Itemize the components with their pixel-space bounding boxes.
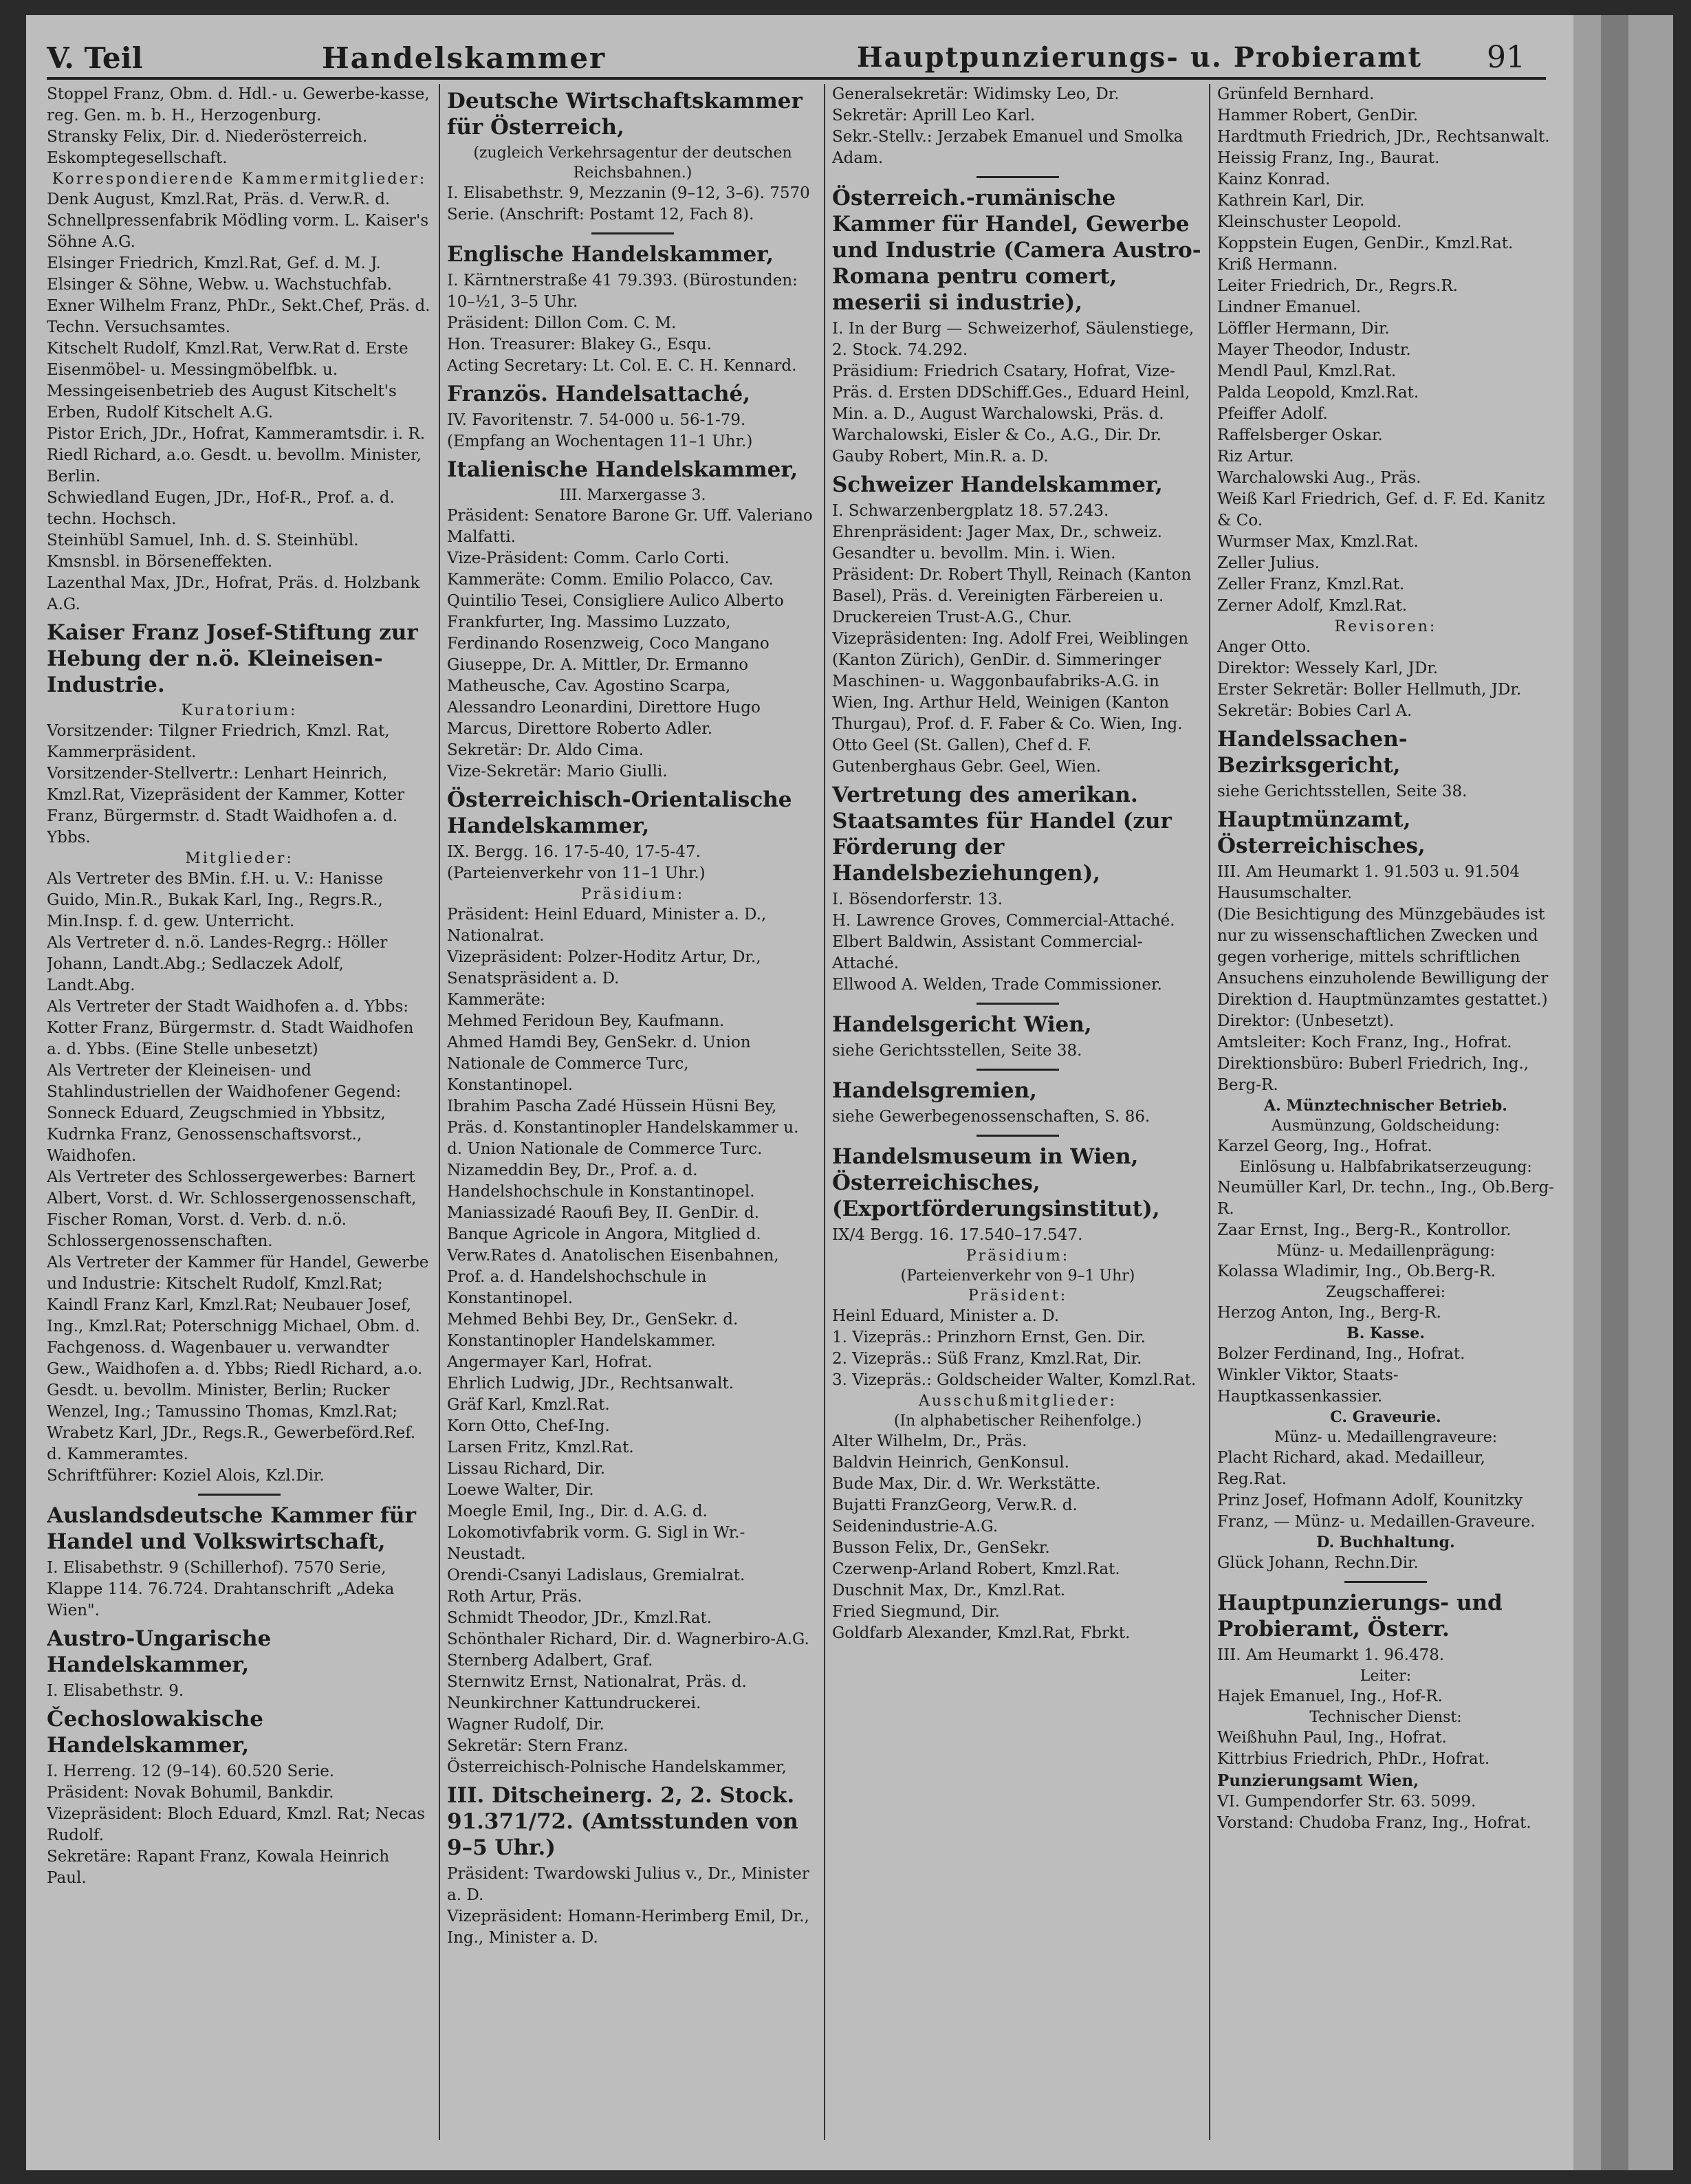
entry: Präsidium: Friedrich Csatary, Hofrat, Vize-Präs. d. Ersten DDSchiff.Ges., Eduard Heinl, Min. a. D., August Warchalowski, Präs. d. Warchalowski, Eisler & Co., A.G., Dir. Dr. Gauby Robert, Min.R. a. D. — [832, 362, 1190, 466]
entry: Baldvin Heinrich, GenKonsul. — [832, 1454, 1069, 1472]
entry: Grünfeld Bernhard. — [1217, 85, 1375, 103]
entry: Gräf Karl, Kmzl.Rat. — [447, 1396, 610, 1414]
entry: Goldfarb Alexander, Kmzl.Rat, Fbrkt. — [832, 1624, 1131, 1642]
entry: Orendi-Csanyi Ladislaus, Gremialrat. — [447, 1566, 745, 1584]
entry: Warchalowski Aug., Präs. — [1217, 469, 1421, 487]
section-heading: Handelssachen-Bezirksgericht, — [1217, 727, 1408, 778]
page-number: 91 — [1487, 40, 1525, 75]
entry: Vorsitzender: Tilgner Friedrich, Kmzl. Rat, Kammerpräsident. — [47, 722, 390, 761]
running-title-right: Hauptpunzierungs- u. Probieramt — [856, 41, 1422, 74]
entry: Prinz Josef, Hofmann Adolf, Kounitzky Franz, — Münz- u. Medaillen-Graveure. — [1217, 1492, 1536, 1531]
entry: Leiter Friedrich, Dr., Regrs.R. — [1217, 277, 1458, 295]
section-heading: Austro-Ungarische Handelskammer, — [47, 1626, 272, 1677]
section-heading: Französ. Handelsattaché, — [447, 382, 751, 406]
entry: Präsident: Senatore Barone Gr. Uff. Valeriano Malfatti. — [447, 507, 813, 546]
entry: Loewe Walter, Dir. — [447, 1481, 594, 1499]
entry: 1. Vizepräs.: Prinzhorn Ernst, Gen. Dir. — [832, 1329, 1146, 1346]
entry: I. Kärntnerstraße 41 79.393. (Bürostunden: 10–½1, 3–5 Uhr. — [447, 272, 798, 311]
entry: Larsen Fritz, Kmzl.Rat. — [447, 1439, 634, 1456]
entry: Kittrbius Friedrich, PhDr., Hofrat. — [1217, 1750, 1490, 1768]
entry: IX. Bergg. 16. 17-5-40, 17-5-47. (Parteienverkehr von 11–1 Uhr.) — [447, 843, 706, 882]
entry: Roth Artur, Präs. — [447, 1588, 582, 1606]
entry: Riz Artur. — [1217, 448, 1294, 466]
entry: Löffler Hermann, Dir. — [1217, 320, 1390, 338]
entry: Anger Otto. — [1217, 638, 1311, 656]
running-title-left: Handelskammer — [322, 41, 607, 75]
book-binding-edge — [1573, 15, 1673, 2170]
entry: Neumüller Karl, Dr. techn., Ing., Ob.Berg-R. — [1217, 1179, 1554, 1218]
entry: IX/4 Bergg. 16. 17.540–17.547. — [832, 1226, 1083, 1244]
binding-band — [1601, 15, 1628, 2170]
entry: Karzel Georg, Ing., Hofrat. — [1217, 1137, 1432, 1155]
entry: Pistor Erich, JDr., Hofrat, Kammeramtsdir. i. R. — [47, 425, 426, 443]
entry: Zerner Adolf, Kmzl.Rat. — [1217, 597, 1408, 615]
entry: Vorsitzender-Stellvertr.: Lenhart Heinrich, Kmzl.Rat, Vizepräsident der Kammer, Kotter Franz, Bürgermstr. d. Stadt Waidhofen a. d. Ybbs. — [47, 765, 405, 847]
entry: Als Vertreter der Kammer für Handel, Gewerbe und Industrie: Kitschelt Rudolf, Kmzl.Rat; Kaindl Franz Karl, Kmzl.Rat; Neubauer Josef, Ing., Kmzl.Rat; Poterschnigg Michael, Obm. d. Fachgenoss. d. Wagenbauer u. verwandter Gew., Waidhofen a. d. Ybbs; Riedl Richard, a.o. Gesdt. u. bevollm. Minister, Berlin; Rucker Wenzel, Ing.; Tamussino Thomas, Kmzl.Rat; Wrabetz Karl, JDr., Regs.R., Gewerbeförd.Ref. d. Kammeramtes. — [47, 1254, 429, 1463]
entry: Elsinger Friedrich, Kmzl.Rat, Gef. d. M. J. Elsinger & Söhne, Webw. u. Wachstuchfab. — [47, 254, 392, 294]
entry: Herzog Anton, Ing., Berg-R. — [1217, 1304, 1441, 1322]
column-4 — [1217, 84, 1554, 2140]
entry: Elbert Baldwin, Assistant Commercial-Attaché. — [832, 933, 1143, 972]
entry: Kriß Hermann. — [1217, 256, 1338, 274]
entry: Ibrahim Pascha Zadé Hüssein Hüsni Bey, Präs. d. Konstantinopler Handelskammer u. d. Union Nationale de Commerce Turc. — [447, 1098, 799, 1158]
entry: (Parteienverkehr von 9–1 Uhr) — [900, 1267, 1135, 1285]
entry: siehe Gerichtsstellen, Seite 38. — [1217, 783, 1468, 800]
section-heading: Auslandsdeutsche Kammer für Handel und Volkswirtschaft, — [47, 1503, 416, 1554]
entry: Bude Max, Dir. d. Wr. Werkstätte. — [832, 1475, 1101, 1493]
page-header — [47, 29, 1546, 80]
entry: Als Vertreter der Stadt Waidhofen a. d. Ybbs: Kotter Franz, Bürgermstr. d. Stadt Waidhofen a. d. Ybbs. (Eine Stelle unbesetzt) — [47, 998, 414, 1058]
section-heading: Punzierungsamt Wien, — [1217, 1771, 1419, 1790]
entry: Koppstein Eugen, GenDir., Kmzl.Rat. — [1217, 234, 1514, 252]
entry: Bujatti FranzGeorg, Verw.R. d. Seidenindustrie-A.G. — [832, 1496, 1078, 1536]
entry: Als Vertreter der Kleineisen- und Stahlindustriellen der Waidhofener Gegend: Sonneck Eduard, Zeugschmied in Ybbsitz, Kudrnka Franz, Genossenschaftsvorst., Waidhofen. — [47, 1062, 402, 1165]
entry: Hardtmuth Friedrich, JDr., Rechtsanwalt. — [1217, 128, 1550, 146]
column-rule — [439, 84, 440, 2140]
subheading: Korrespondierende Kammermitglieder: — [52, 171, 427, 188]
entry: Münz- u. Medaillenprägung: — [1276, 1243, 1495, 1260]
entry: Als Vertreter des BMin. f.H. u. V.: Hanisse Guido, Min.R., Bukak Karl, Ing., Regrs.R., Min.Insp. f. d. gew. Unterricht. — [47, 870, 384, 930]
column-1 — [47, 84, 432, 2140]
entry: Winkler Viktor, Staats-Hauptkassenkassier. — [1217, 1366, 1399, 1406]
entry: Ausmünzung, Goldscheidung: — [1271, 1117, 1501, 1135]
section-heading: Handelsgremien, — [832, 1078, 1037, 1103]
section-heading: Handelsmuseum in Wien, Österreichisches, (Exportförderungsinstitut), — [832, 1144, 1160, 1221]
column-2 — [447, 84, 818, 2140]
entry: Korn Otto, Chef-Ing. — [447, 1417, 610, 1435]
entry: Sekretär: Aprill Leo Karl. — [832, 107, 1036, 124]
entry: Bolzer Ferdinand, Ing., Hofrat. — [1217, 1345, 1465, 1363]
section-heading: Vertretung des amerikan. Staatsamtes für Handel (zur Förderung der Handelsbeziehungen), — [832, 783, 1172, 886]
entry: Sekretäre: Rapant Franz, Kowala Heinrich Paul. — [47, 1848, 390, 1887]
entry: Präsident: Dr. Robert Thyll, Reinach (Kanton Basel), Präs. d. Vereinigten Färbereien u. Druckereien Trust-A.G., Chur. — [832, 566, 1192, 626]
entry: siehe Gewerbegenossenschaften, S. 86. — [832, 1108, 1150, 1126]
entry: Technischer Dienst: — [1309, 1709, 1462, 1726]
entry: Sekr.-Stellv.: Jerzabek Emanuel und Smolka Adam. — [832, 128, 1183, 167]
entry: Exner Wilhelm Franz, PhDr., Sekt.Chef, Präs. d. Techn. Versuchsamtes. — [47, 297, 430, 336]
entry: H. Lawrence Groves, Commercial-Attaché. — [832, 912, 1175, 930]
subheading: Ausschußmitglieder: — [919, 1393, 1117, 1410]
entry: Zeller Franz, Kmzl.Rat. — [1217, 576, 1405, 593]
entry: Als Vertreter des Schlossergewerbes: Barnert Albert, Vorst. d. Wr. Schlossergenossenschaft, Fischer Roman, Vorst. d. Verb. d. n.ö. Schlossergenossenschaften. — [47, 1168, 417, 1250]
entry: (Die Besichtigung des Münzgebäudes ist nur zu wissenschaftlichen Zwecken und gegen vorherige, mittels schriftlichen Ansuchens einzuholende Bewilligung der Direktion d. Hauptmünzamtes gestattet.) — [1217, 906, 1549, 1009]
entry: Schmidt Theodor, JDr., Kmzl.Rat. — [447, 1609, 712, 1627]
entry: Präsident: Dillon Com. C. M. — [447, 314, 677, 332]
entry: Vizepräsident: Bloch Eduard, Kmzl. Rat; Necas Rudolf. — [47, 1805, 425, 1844]
entry: Palda Leopold, Kmzl.Rat. — [1217, 384, 1419, 402]
entry: Lazenthal Max, JDr., Hofrat, Präs. d. Holzbank A.G. — [47, 574, 420, 613]
divider — [198, 1494, 281, 1496]
entry: Sekretär: Bobies Carl A. — [1217, 702, 1412, 720]
section-heading: Handelsgericht Wien, — [832, 1012, 1092, 1037]
column-rule — [1209, 84, 1210, 2140]
entry: Zaar Ernst, Ing., Berg-R., Kontrollor. — [1217, 1221, 1512, 1239]
entry: Präsident: Twardowski Julius v., Dr., Minister a. D. — [447, 1865, 809, 1904]
entry: 3. Vizepräs.: Goldscheider Walter, Komzl.Rat. — [832, 1371, 1197, 1389]
entry: VI. Gumpendorfer Str. 63. 5099. — [1217, 1793, 1476, 1811]
entry: Ellwood A. Welden, Trade Commissioner. — [832, 976, 1162, 994]
subheading: Präsident: — [968, 1287, 1068, 1304]
entry: Fried Siegmund, Dir. — [832, 1603, 1000, 1621]
entry: Riedl Richard, a.o. Gesdt. u. bevollm. Minister, Berlin. — [47, 446, 422, 485]
entry: Lissau Richard, Dir. — [447, 1460, 606, 1478]
entry: Stoppel Franz, Obm. d. Hdl.- u. Gewerbe-kasse, reg. Gen. m. b. H., Herzogenburg. — [47, 85, 430, 124]
entry: Einlösung u. Halbfabrikatserzeugung: — [1239, 1159, 1532, 1176]
entry: Raffelsberger Oskar. — [1217, 426, 1383, 444]
entry: I. Elisabethstr. 9 (Schillerhof). 7570 Serie, Klappe 114. 76.724. Drahtanschrift „Adeka Wien". — [47, 1559, 395, 1619]
entry: Sternberg Adalbert, Graf. — [447, 1652, 653, 1670]
entry: Hon. Treasurer: Blakey G., Esqu. — [447, 336, 712, 353]
entry: I. Schwarzenbergplatz 18. 57.243. — [832, 502, 1109, 520]
entry: Ehrenpräsident: Jager Max, Dr., schweiz. Gesandter u. bevollm. Min. i. Wien. — [832, 523, 1162, 563]
entry: Direktor: (Unbesetzt). — [1217, 1012, 1395, 1030]
column-3 — [832, 84, 1203, 2140]
part-label: V. Teil — [47, 41, 143, 75]
entry: Vorstand: Chudoba Franz, Ing., Hofrat. — [1217, 1814, 1531, 1832]
entry: Mayer Theodor, Industr. — [1217, 341, 1411, 359]
section-heading: Italienische Handelskammer, — [447, 457, 798, 482]
entry: Nizameddin Bey, Dr., Prof. a. d. Handelshochschule in Konstantinopel. — [447, 1161, 755, 1201]
entry: 2. Vizepräs.: Süß Franz, Kmzl.Rat, Dir. — [832, 1350, 1142, 1368]
entry: Glück Johann, Rechn.Dir. — [1217, 1554, 1419, 1572]
section-heading: Österreich.-rumänische Kammer für Handel, Gewerbe und Industrie (Camera Austro-Romana pentru comert, meserii si industrie), — [832, 186, 1201, 315]
entry: Zeugschafferei: — [1325, 1284, 1446, 1301]
entry: Präsident: Heinl Eduard, Minister a. D., Nationalrat. — [447, 906, 767, 945]
entry: Vizepräsidenten: Ing. Adolf Frei, Weiblingen (Kanton Zürich), GenDir. d. Simmeringer Maschinen- u. Waggonbaufabriks-A.G. in Wien, Ing. Arthur Held, Weinigen (Kanton Thurgau), Prof. d. F. Faber & Co. Wien, Ing. Otto Geel (St. Gallen), Chef d. F. Gutenberghaus Gebr. Geel, Wien. — [832, 630, 1189, 776]
entry: Moegle Emil, Ing., Dir. d. A.G. d. Lokomotivfabrik vorm. G. Sigl in Wr.-Neustadt. — [447, 1503, 745, 1563]
entry: Schönthaler Richard, Dir. d. Wagnerbiro-A.G. — [447, 1630, 809, 1648]
entry: Österreichisch-Polnische Handelskammer, — [447, 1758, 787, 1776]
entry: Kleinschuster Leopold. — [1217, 213, 1402, 231]
entry: Vizepräsident: Polzer-Hoditz Artur, Dr., Senatspräsident a. D. — [447, 948, 761, 987]
divider — [977, 1069, 1059, 1071]
entry: (In alphabetischer Reihenfolge.) — [893, 1412, 1142, 1430]
entry: Mehmed Feridoun Bey, Kaufmann. — [447, 1012, 725, 1030]
entry: Weiß Karl Friedrich, Gef. d. F. Ed. Kanitz & Co. — [1217, 490, 1545, 529]
entry: III. Marxergasse 3. — [559, 487, 706, 504]
subheading: Präsidium: — [580, 886, 685, 903]
entry: I. Elisabethstr. 9, Mezzanin (9–12, 3–6). 7570 Serie. (Anschrift: Postamt 12, Fach 8). — [447, 184, 810, 223]
entry: Zeller Julius. — [1217, 554, 1320, 572]
subheading: Revisoren: — [1334, 618, 1437, 635]
entry: Hajek Emanuel, Ing., Hof-R. — [1217, 1688, 1443, 1705]
entry: Ehrlich Ludwig, JDr., Rechtsanwalt. — [447, 1375, 734, 1393]
entry: Placht Richard, akad. Medailleur, Reg.Rat. — [1217, 1449, 1485, 1488]
subheading: B. Kasse. — [1346, 1324, 1425, 1342]
divider — [977, 1135, 1059, 1137]
divider — [977, 176, 1059, 178]
entry: Vize-Sekretär: Mario Giulli. — [447, 763, 668, 780]
entry: Kammeräte: Comm. Emilio Polacco, Cav. Quintilio Tesei, Consigliere Aulico Alberto Frankfurter, Ing. Massimo Luzzato, Ferdinando Rosenzweig, Coco Mangano Giuseppe, Dr. A. Mittler, Dr. Ermanno Matheusche, Cav. Agostino Scarpa, Alessandro Leonardini, Direttore Hugo Marcus, Direttore Roberto Adler. — [447, 571, 784, 738]
section-heading: Kaiser Franz Josef-Stiftung zur Hebung der n.ö. Kleineisen-Industrie. — [47, 620, 418, 697]
entry: Kitschelt Rudolf, Kmzl.Rat, Verw.Rat d. Erste Eisenmöbel- u. Messingmöbelfbk. u. Messingeisenbetrieb des August Kitschelt's Erben, Rudolf Kitschelt A.G. — [47, 340, 408, 422]
entry: Sternwitz Ernst, Nationalrat, Präs. d. Neunkirchner Kattundruckerei. — [447, 1673, 747, 1712]
entry: Czerwenp-Arland Robert, Kmzl.Rat. — [832, 1560, 1120, 1578]
entry: Lindner Emanuel. — [1217, 298, 1362, 316]
entry: Busson Felix, Dr., GenSekr. — [832, 1539, 1050, 1557]
entry: Kolassa Wladimir, Ing., Ob.Berg-R. — [1217, 1263, 1496, 1280]
entry: Ahmed Hamdi Bey, GenSekr. d. Union Nationale de Commerce Turc, Konstantinopel. — [447, 1034, 751, 1094]
subheading: Mitglieder: — [185, 850, 294, 867]
entry: Wagner Rudolf, Dir. — [447, 1716, 604, 1734]
entry: Sekretär: Stern Franz. — [447, 1737, 629, 1755]
entry: III. Am Heumarkt 1. 91.503 u. 91.504 Hausumschalter. — [1217, 863, 1520, 902]
entry: Maniassizadé Raoufi Bey, II. GenDir. d. Banque Agricole in Angora, Mitglied d. Verw.Rates d. Anatolischen Eisenbahnen, Prof. a. d. Handelshochschule in Konstantinopel. — [447, 1204, 779, 1307]
section-heading: Österreichisch-Orientalische Handelskammer, — [447, 787, 792, 838]
entry: Schriftführer: Koziel Alois, Kzl.Dir. — [47, 1467, 325, 1485]
section-heading: Englische Handelskammer, — [447, 242, 774, 267]
entry: Stransky Felix, Dir. d. Niederösterreich. Eskomptegesellschaft. — [47, 128, 368, 167]
entry: Schwiedland Eugen, JDr., Hof-R., Prof. a. d. techn. Hochsch. — [47, 489, 395, 528]
entry: Erster Sekretär: Boller Hellmuth, JDr. — [1217, 681, 1522, 699]
section-heading: Hauptmünzamt, Österreichisches, — [1217, 807, 1426, 858]
entry: Wurmser Max, Kmzl.Rat. — [1217, 533, 1419, 551]
entry: Kathrein Karl, Dir. — [1217, 192, 1365, 210]
entry: IV. Favoritenstr. 7. 54-000 u. 56-1-79. (Empfang an Wochentagen 11–1 Uhr.) — [447, 411, 753, 450]
subheading: C. Graveurie. — [1330, 1408, 1441, 1426]
entry: Mendl Paul, Kmzl.Rat. — [1217, 362, 1397, 380]
entry: Generalsekretär: Widimsky Leo, Dr. — [832, 85, 1120, 103]
section-heading: Deutsche Wirtschaftskammer für Österreich, — [447, 89, 803, 140]
subheading: Kuratorium: — [181, 702, 298, 719]
section-heading: Schweizer Handelskammer, — [832, 472, 1163, 497]
entry: Mehmed Behbi Bey, Dr., GenSekr. d. Konstantinopler Handelskammer. — [447, 1311, 739, 1350]
entry: III. Am Heumarkt 1. 96.478. — [1217, 1646, 1445, 1664]
entry: Präsident: Novak Bohumil, Bankdir. — [47, 1784, 334, 1802]
entry: Leiter: — [1360, 1668, 1412, 1685]
entry: Acting Secretary: Lt. Col. E. C. H. Kennard. — [447, 357, 797, 375]
entry: siehe Gerichtsstellen, Seite 38. — [832, 1042, 1082, 1060]
column-rule — [824, 84, 825, 2140]
entry: I. In der Burg — Schweizerhof, Säulenstiege, 2. Stock. 74.292. — [832, 320, 1194, 359]
entry: Angermayer Karl, Hofrat. — [447, 1353, 653, 1371]
entry: Direktor: Wessely Karl, JDr. — [1217, 659, 1439, 677]
subheading: Präsidium: — [965, 1247, 1070, 1265]
divider — [1344, 1581, 1427, 1583]
subheading: A. Münztechnischer Betrieb. — [1264, 1097, 1507, 1115]
entry: Als Vertreter d. n.ö. Landes-Regrg.: Höller Johann, Landt.Abg.; Sedlaczek Adolf, Landt.Abg. — [47, 934, 388, 994]
divider — [591, 232, 674, 234]
subheading: D. Buchhaltung. — [1316, 1533, 1455, 1551]
section-heading: Hauptpunzierungs- und Probieramt, Österr. — [1217, 1591, 1503, 1641]
entry: I. Bösendorferstr. 13. — [832, 891, 1003, 908]
entry: Alter Wilhelm, Dr., Präs. — [832, 1432, 1027, 1450]
entry: Vize-Präsident: Comm. Carlo Corti. — [447, 549, 730, 567]
entry: Kammeräte: — [447, 991, 546, 1009]
entry: Vizepräsident: Homann-Herimberg Emil, Dr., Ing., Minister a. D. — [447, 1908, 809, 1947]
entry: Pfeiffer Adolf. — [1217, 405, 1328, 423]
entry: Sekretär: Dr. Aldo Cima. — [447, 741, 644, 759]
section-heading: III. Ditscheinerg. 2, 2. Stock. 91.371/72. (Amtsstunden von 9–5 Uhr.) — [447, 1783, 798, 1860]
entry: Direktionsbüro: Buberl Friedrich, Ing., Berg-R. — [1217, 1055, 1529, 1094]
entry: Heissig Franz, Ing., Baurat. — [1217, 149, 1440, 167]
entry: (zugleich Verkehrsagentur der deutschen Reichsbahnen.) — [473, 144, 792, 182]
entry: Kainz Konrad. — [1217, 171, 1331, 188]
entry: Denk August, Kmzl.Rat, Präs. d. Verw.R. d. Schnellpressenfabrik Mödling vorm. L. Kaiser's Söhne A.G. — [47, 190, 429, 251]
entry: Duschnit Max, Dr., Kmzl.Rat. — [832, 1582, 1066, 1599]
divider — [977, 1003, 1059, 1005]
entry: Steinhübl Samuel, Inh. d. S. Steinhübl. Kmsnsbl. in Börseneffekten. — [47, 532, 359, 571]
section-heading: Čechoslowakische Handelskammer, — [47, 1707, 264, 1758]
entry: Münz- u. Medaillengraveure: — [1274, 1429, 1498, 1446]
entry: Heinl Eduard, Minister a. D. — [832, 1307, 1060, 1325]
entry: I. Herreng. 12 (9–14). 60.520 Serie. — [47, 1762, 335, 1780]
entry: Hammer Robert, GenDir. — [1217, 107, 1419, 124]
entry: I. Elisabethstr. 9. — [47, 1682, 184, 1700]
directory-page — [26, 15, 1673, 2170]
entry: Weißhuhn Paul, Ing., Hofrat. — [1217, 1729, 1447, 1747]
entry: Amtsleiter: Koch Franz, Ing., Hofrat. — [1217, 1034, 1512, 1051]
